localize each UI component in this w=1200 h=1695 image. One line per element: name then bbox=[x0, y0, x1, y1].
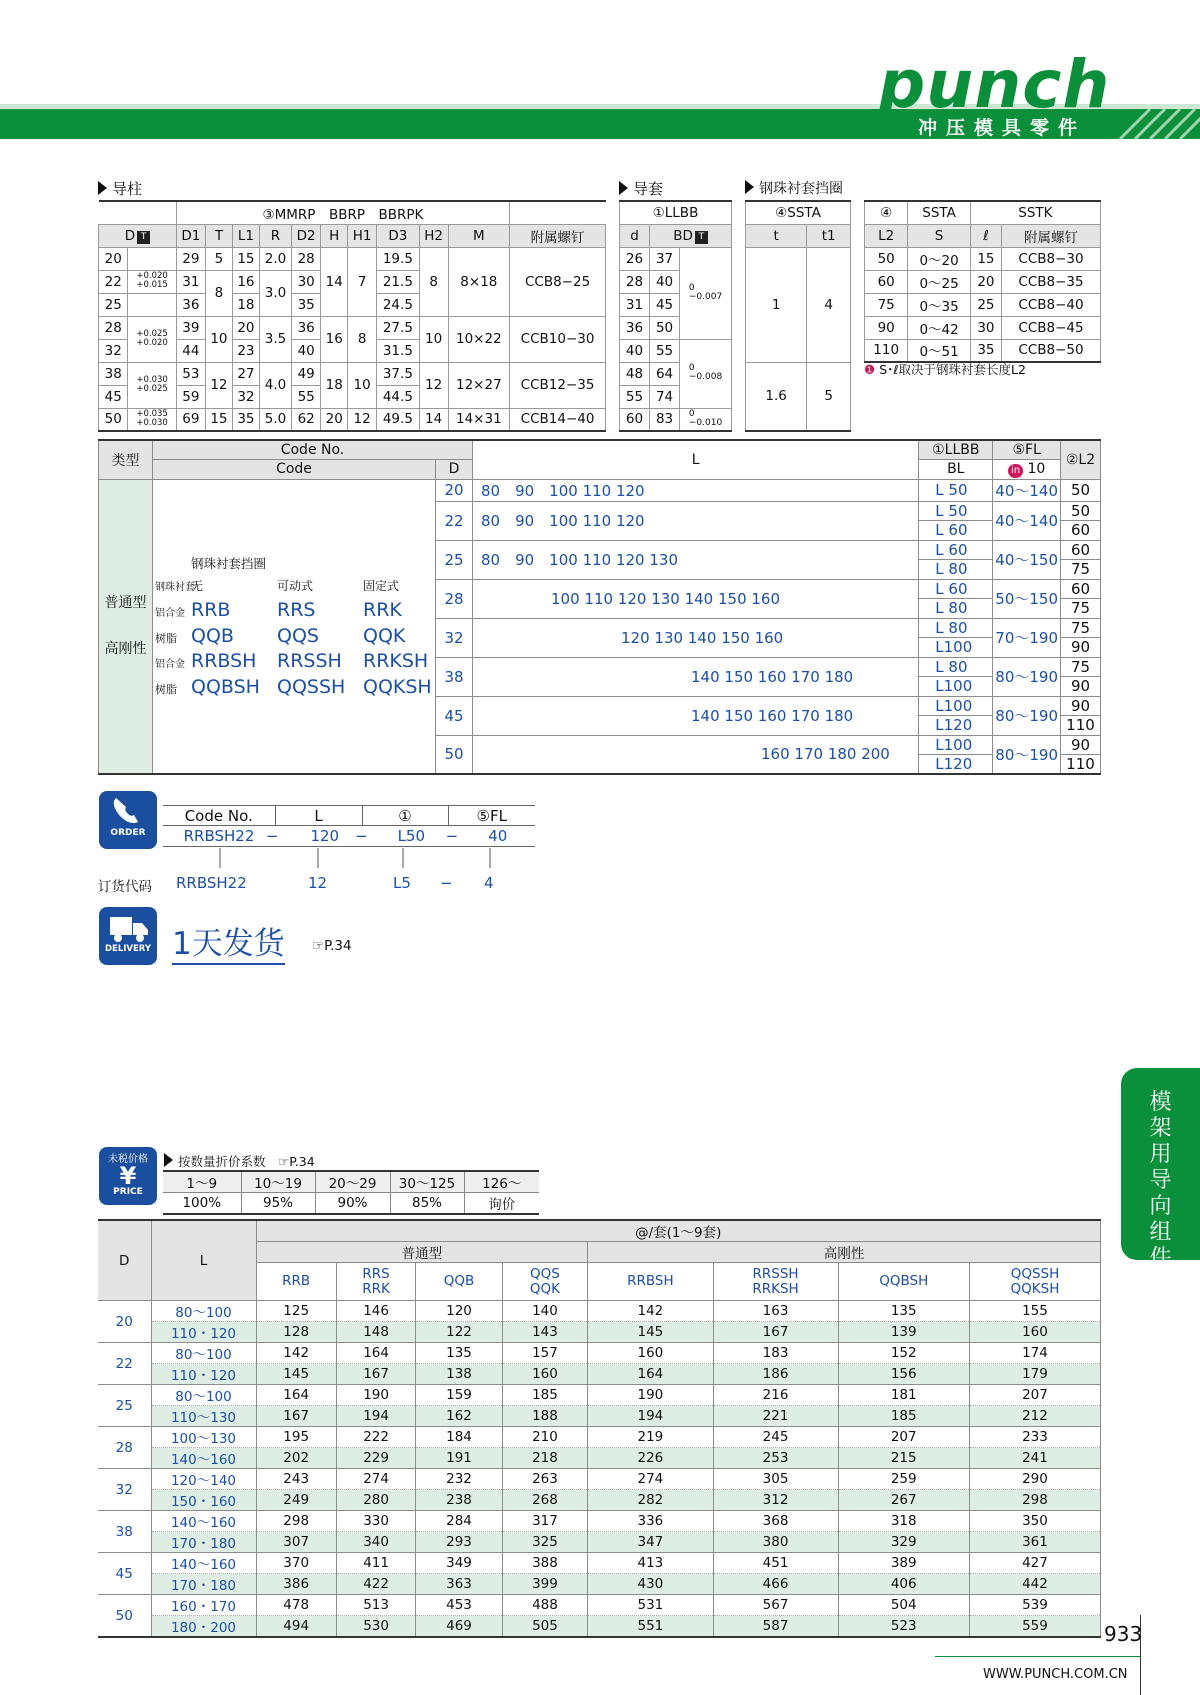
price-cell: 188 bbox=[502, 1406, 587, 1427]
price-cell: 184 bbox=[416, 1427, 502, 1448]
price-cell: 530 bbox=[336, 1616, 415, 1638]
price-col-header: QQS QQK bbox=[502, 1263, 587, 1301]
table-row bbox=[98, 1385, 1101, 1406]
price-d-cell: 50 bbox=[98, 1595, 151, 1638]
guide-bush-table: ①LLBB d BD T 26 37 0 −0.007 28 40 31 45 36 50 40 55 0 −0.008 48 64 55 74 60 83 0 −0.010 bbox=[619, 200, 732, 432]
table-row: 32 44 23 40 31.5 bbox=[99, 339, 606, 362]
table-row bbox=[98, 1490, 1101, 1511]
price-cell: 145 bbox=[256, 1364, 336, 1385]
price-cell: 190 bbox=[336, 1385, 415, 1406]
price-cell: 167 bbox=[713, 1322, 838, 1343]
table-row: 25 36 18 35 24.5 bbox=[99, 293, 606, 316]
price-cell: 159 bbox=[416, 1385, 502, 1406]
price-cell: 531 bbox=[588, 1595, 713, 1616]
col-BD: BD T bbox=[650, 224, 732, 247]
price-cell: 160 bbox=[502, 1364, 587, 1385]
table-row bbox=[98, 1322, 1101, 1343]
price-cell: 185 bbox=[838, 1406, 969, 1427]
price-cell: 156 bbox=[838, 1364, 969, 1385]
price-cell: 221 bbox=[713, 1406, 838, 1427]
col-D3: D3 bbox=[377, 224, 420, 247]
sstk-table: ④ SSTA SSTK L2 S ℓ 附属螺钉 50 0～20 15 CCB8−30 60 0～25 20 CCB8−35 75 0～35 25 CCB8−40 90 0～42 30 CCB8−45 110 0～51 35 CCB8−50 bbox=[864, 200, 1101, 363]
price-cell: 259 bbox=[838, 1469, 969, 1490]
price-cell: 120 bbox=[416, 1301, 502, 1322]
table-row: 50 +0.035 +0.030 69 15 35 5.0 62 20 12 49.5 14 14×31 CCB14−40 bbox=[99, 408, 606, 431]
price-cell: 155 bbox=[969, 1301, 1100, 1322]
table-row bbox=[98, 1343, 1101, 1364]
price-d-cell: 20 bbox=[98, 1301, 151, 1343]
price-cell: 146 bbox=[336, 1301, 415, 1322]
alert-icon: ❶ bbox=[864, 362, 876, 377]
page-number: 933 bbox=[1104, 1622, 1143, 1646]
price-cell: 370 bbox=[256, 1553, 336, 1574]
table-row bbox=[98, 1511, 1101, 1532]
side-category-tab[interactable]: 模架用导向组件 bbox=[1121, 1068, 1200, 1260]
price-cell: 349 bbox=[416, 1553, 502, 1574]
price-cell: 164 bbox=[256, 1385, 336, 1406]
price-cell: 186 bbox=[713, 1364, 838, 1385]
price-cell: 411 bbox=[336, 1553, 415, 1574]
col-H1: H1 bbox=[348, 224, 377, 247]
price-cell: 388 bbox=[502, 1553, 587, 1574]
price-cell: 539 bbox=[969, 1595, 1100, 1616]
discount-title: 按数量折价系数 ☞P.34 bbox=[164, 1152, 315, 1170]
discount-table: 1～9 10～19 20～29 30～125 126～ 100% 95% 90% 85% 询价 bbox=[163, 1170, 539, 1215]
price-cell: 216 bbox=[713, 1385, 838, 1406]
price-cell: 185 bbox=[502, 1385, 587, 1406]
price-cell: 298 bbox=[969, 1490, 1100, 1511]
price-cell: 427 bbox=[969, 1553, 1100, 1574]
price-cell: 312 bbox=[713, 1490, 838, 1511]
price-cell: 238 bbox=[416, 1490, 502, 1511]
price-col-header: QQBSH bbox=[838, 1263, 969, 1301]
col-D2: D2 bbox=[292, 224, 321, 247]
price-cell: 212 bbox=[969, 1406, 1100, 1427]
price-cell: 191 bbox=[416, 1448, 502, 1469]
price-cell: 183 bbox=[713, 1343, 838, 1364]
order-example-llbb: L5 bbox=[393, 874, 411, 892]
price-cell: 194 bbox=[588, 1406, 713, 1427]
price-cell: 293 bbox=[416, 1532, 502, 1553]
section-guide-post: 导柱 bbox=[98, 178, 142, 199]
price-cell: 194 bbox=[336, 1406, 415, 1427]
price-cell: 274 bbox=[588, 1469, 713, 1490]
price-cell: 233 bbox=[969, 1427, 1100, 1448]
table-row: 20 29 5 15 2.0 28 14 7 19.5 8 8×18 CCB8−25 bbox=[99, 247, 606, 270]
price-table: D L @/套(1～9套) 普通型 高刚性 RRB RRS RRK QQB QQS QQK RRBSH RRSSH RRKSH QQBSH QQSSH QQKSH 20 80～100 125 146 120 140 142 163 135 155 110・120 128 148 122 143 145 167 139 160 22 80～100 142 164 135 157 160 183 152 174 110・120 145 167 138 160 164 186 156 179 25 80～100 164 190 159 185 190 216 181 207 110～130 167 194 162 188 194 221 185 212 28 100～130 195 222 184 210 219 245 207 233 140～160 202 229 191 218 226 253 215 241 32 120～140 243 274 232 263 274 305 259 290 150・160 249 280 238 268 282 312 267 298 38 140～160 298 330 284 317 336 368 318 350 170・180 307 340 293 325 347 380 329 361 45 140～160 370 411 349 388 413 451 389 427 170・180 386 422 363 399 430 466 406 442 50 160・170 478 513 453 488 531 567 504 539 180・200 494 530 469 505 551 587 523 559 bbox=[98, 1219, 1101, 1638]
price-cell: 122 bbox=[416, 1322, 502, 1343]
price-cell: 368 bbox=[713, 1511, 838, 1532]
ssta-table: ④SSTA t t1 1 4 1.6 5 bbox=[745, 200, 851, 432]
table-row: 28 +0.025 +0.020 39 10 20 3.5 36 16 8 27.5 10 10×22 CCB10−30 bbox=[99, 316, 606, 339]
price-cell: 245 bbox=[713, 1427, 838, 1448]
price-d-cell: 25 bbox=[98, 1385, 151, 1427]
section-guide-bush: 导套 bbox=[619, 178, 663, 199]
price-cell: 241 bbox=[969, 1448, 1100, 1469]
table-row bbox=[98, 1301, 1101, 1322]
price-d-cell: 28 bbox=[98, 1427, 151, 1469]
price-cell: 174 bbox=[969, 1343, 1100, 1364]
price-cell: 210 bbox=[502, 1427, 587, 1448]
price-l-cell: 170・180 bbox=[151, 1574, 256, 1595]
price-cell: 469 bbox=[416, 1616, 502, 1638]
table-row bbox=[98, 1406, 1101, 1427]
price-cell: 504 bbox=[838, 1595, 969, 1616]
sstk-note: ❶ S･ℓ取决于钢珠衬套长度L2 bbox=[864, 362, 1026, 377]
table-row bbox=[98, 1616, 1101, 1638]
price-cell: 559 bbox=[969, 1616, 1100, 1638]
brand-logo: punch bbox=[878, 46, 1111, 123]
price-cell: 363 bbox=[416, 1574, 502, 1595]
table-row bbox=[98, 1532, 1101, 1553]
series-header: ③MMRP BBRP BBRPK bbox=[176, 201, 509, 224]
yen-icon: ¥ bbox=[119, 1162, 137, 1190]
price-cell: 347 bbox=[588, 1532, 713, 1553]
table-row bbox=[98, 1469, 1101, 1490]
price-cell: 567 bbox=[713, 1595, 838, 1616]
price-cell: 307 bbox=[256, 1532, 336, 1553]
price-cell: 253 bbox=[713, 1448, 838, 1469]
price-cell: 340 bbox=[336, 1532, 415, 1553]
price-l-cell: 120～140 bbox=[151, 1469, 256, 1490]
ssta-header: ④SSTA bbox=[746, 201, 851, 224]
price-cell: 167 bbox=[336, 1364, 415, 1385]
price-cell: 551 bbox=[588, 1616, 713, 1638]
price-l-cell: 140～160 bbox=[151, 1448, 256, 1469]
delivery-text: 1天发货 bbox=[172, 925, 285, 965]
table-row bbox=[98, 1574, 1101, 1595]
price-cell: 229 bbox=[336, 1448, 415, 1469]
price-cell: 488 bbox=[502, 1595, 587, 1616]
price-cell: 179 bbox=[969, 1364, 1100, 1385]
col-screw: 附属螺钉 bbox=[510, 224, 606, 247]
price-cell: 284 bbox=[416, 1511, 502, 1532]
price-cell: 587 bbox=[713, 1616, 838, 1638]
price-cell: 162 bbox=[416, 1406, 502, 1427]
price-cell: 505 bbox=[502, 1616, 587, 1638]
col-H: H bbox=[321, 224, 348, 247]
price-cell: 157 bbox=[502, 1343, 587, 1364]
price-l-cell: 80～100 bbox=[151, 1343, 256, 1364]
price-cell: 181 bbox=[838, 1385, 969, 1406]
price-l-cell: 170・180 bbox=[151, 1532, 256, 1553]
price-cell: 207 bbox=[838, 1427, 969, 1448]
price-cell: 140 bbox=[502, 1301, 587, 1322]
col-D1: D1 bbox=[176, 224, 205, 247]
price-cell: 232 bbox=[416, 1469, 502, 1490]
in-badge: in bbox=[1008, 464, 1023, 478]
col-R: R bbox=[259, 224, 291, 247]
price-cell: 305 bbox=[713, 1469, 838, 1490]
order-code-label: 订货代码 bbox=[98, 879, 152, 895]
price-cell: 138 bbox=[416, 1364, 502, 1385]
price-cell: 152 bbox=[838, 1343, 969, 1364]
price-cell: 148 bbox=[336, 1322, 415, 1343]
price-cell: 318 bbox=[838, 1511, 969, 1532]
tag-icon: T bbox=[695, 231, 708, 244]
price-cell: 350 bbox=[969, 1511, 1100, 1532]
price-cell: 143 bbox=[502, 1322, 587, 1343]
price-cell: 386 bbox=[256, 1574, 336, 1595]
price-col-header: QQSSH QQKSH bbox=[969, 1263, 1100, 1301]
price-l-cell: 80～100 bbox=[151, 1385, 256, 1406]
price-cell: 280 bbox=[336, 1490, 415, 1511]
price-cell: 466 bbox=[713, 1574, 838, 1595]
price-cell: 422 bbox=[336, 1574, 415, 1595]
price-cell: 325 bbox=[502, 1532, 587, 1553]
price-cell: 267 bbox=[838, 1490, 969, 1511]
price-cell: 413 bbox=[588, 1553, 713, 1574]
price-col-header: RRS RRK bbox=[336, 1263, 415, 1301]
price-col-header: RRSSH RRKSH bbox=[713, 1263, 838, 1301]
code-table: 类型 Code No. L ①LLBB ⑤FL ②L2 Code D BL in 10 普通型 高刚性 钢珠衬套挡圈 钢珠衬套无 可动式 固定式 铝合金 RRB RRS RRK 树脂 QQB QQS QQK 铝合金 RRBSH RRSSH RRKSH 树脂 QQBSH QQSSH QQKSH 20 80 90 100 110 120 L 50 40～140 50 22 80 90 100 110 120 L 50 40～140 50 L 60 60 25 80 90 100 110 120 130 L 60 40～150 60 L 80 75 28 100 110 120 130 140 150 160 L 60 50～150 60 L 80 75 32 120 130 140 150 160 L 80 70～190 75 L100 90 38 140 150 160 170 180 L 80 80～190 75 L100 90 45 140 150 160 170 180 L100 80～190 90 L120 110 50 160 170 180 200 L100 80～190 90 L120 110 bbox=[98, 439, 1101, 775]
price-cell: 513 bbox=[336, 1595, 415, 1616]
price-l-cell: 80～100 bbox=[151, 1301, 256, 1322]
price-cell: 442 bbox=[969, 1574, 1100, 1595]
price-cell: 195 bbox=[256, 1427, 336, 1448]
price-cell: 128 bbox=[256, 1322, 336, 1343]
bush-header: ①LLBB bbox=[620, 201, 732, 224]
price-col-header: QQB bbox=[416, 1263, 502, 1301]
price-cell: 207 bbox=[969, 1385, 1100, 1406]
price-cell: 268 bbox=[502, 1490, 587, 1511]
order-example-l: 12 bbox=[308, 874, 328, 892]
price-cell: 317 bbox=[502, 1511, 587, 1532]
price-cell: 202 bbox=[256, 1448, 336, 1469]
order-table: Code No. L ① ⑤FL RRBSH22 − 120 − L50 − 40 bbox=[163, 805, 535, 847]
price-cell: 478 bbox=[256, 1595, 336, 1616]
price-cell: 330 bbox=[336, 1511, 415, 1532]
price-cell: 135 bbox=[416, 1343, 502, 1364]
table-row: 22 +0.020 +0.015 31 8 16 3.0 30 21.5 bbox=[99, 270, 606, 293]
price-cell: 215 bbox=[838, 1448, 969, 1469]
price-l-cell: 100～130 bbox=[151, 1427, 256, 1448]
price-cell: 399 bbox=[502, 1574, 587, 1595]
price-l-cell: 160・170 bbox=[151, 1595, 256, 1616]
price-cell: 167 bbox=[256, 1406, 336, 1427]
price-l-cell: 140～160 bbox=[151, 1553, 256, 1574]
footer-url[interactable]: WWW.PUNCH.COM.CN bbox=[983, 1667, 1128, 1682]
delivery-ref-link[interactable]: ☞P.34 bbox=[312, 938, 352, 954]
section-retainer: 钢珠衬套挡圈 bbox=[745, 178, 843, 198]
price-cell: 453 bbox=[416, 1595, 502, 1616]
brand-subtitle: 冲压模具零件 bbox=[918, 117, 1087, 139]
price-cell: 218 bbox=[502, 1448, 587, 1469]
price-l-cell: 110・120 bbox=[151, 1322, 256, 1343]
price-l-cell: 110～130 bbox=[151, 1406, 256, 1427]
price-cell: 160 bbox=[969, 1322, 1100, 1343]
phone-icon bbox=[108, 794, 148, 828]
price-cell: 336 bbox=[588, 1511, 713, 1532]
col-L1: L1 bbox=[232, 224, 259, 247]
price-cell: 135 bbox=[838, 1301, 969, 1322]
footer-line bbox=[935, 1656, 1140, 1657]
price-cell: 226 bbox=[588, 1448, 713, 1469]
price-cell: 222 bbox=[336, 1427, 415, 1448]
price-cell: 142 bbox=[256, 1343, 336, 1364]
price-cell: 125 bbox=[256, 1301, 336, 1322]
price-col-header: RRB bbox=[256, 1263, 336, 1301]
price-cell: 406 bbox=[838, 1574, 969, 1595]
price-cell: 139 bbox=[838, 1322, 969, 1343]
price-cell: 219 bbox=[588, 1427, 713, 1448]
order-leader-lines bbox=[200, 848, 500, 870]
price-d-cell: 22 bbox=[98, 1343, 151, 1385]
price-cell: 430 bbox=[588, 1574, 713, 1595]
price-cell: 282 bbox=[588, 1490, 713, 1511]
price-d-cell: 38 bbox=[98, 1511, 151, 1553]
col-d: d bbox=[620, 224, 650, 247]
price-cell: 243 bbox=[256, 1469, 336, 1490]
price-cell: 329 bbox=[838, 1532, 969, 1553]
price-cell: 523 bbox=[838, 1616, 969, 1638]
price-cell: 451 bbox=[713, 1553, 838, 1574]
price-cell: 290 bbox=[969, 1469, 1100, 1490]
discount-ref-link[interactable]: ☞P.34 bbox=[278, 1154, 315, 1169]
delivery-badge: DELIVERY bbox=[99, 907, 157, 965]
type-cell: 普通型 高刚性 bbox=[99, 479, 153, 774]
price-l-cell: 110・120 bbox=[151, 1364, 256, 1385]
price-col-header: RRBSH bbox=[588, 1263, 713, 1301]
table-row bbox=[98, 1595, 1101, 1616]
price-cell: 494 bbox=[256, 1616, 336, 1638]
table-row: 45 59 32 55 44.5 bbox=[99, 385, 606, 408]
price-cell: 249 bbox=[256, 1490, 336, 1511]
table-row bbox=[98, 1364, 1101, 1385]
order-example-dash: − bbox=[440, 874, 453, 892]
table-row bbox=[98, 1448, 1101, 1469]
col-M: M bbox=[448, 224, 510, 247]
price-cell: 361 bbox=[969, 1532, 1100, 1553]
price-d-cell: 45 bbox=[98, 1553, 151, 1595]
price-cell: 380 bbox=[713, 1532, 838, 1553]
table-row bbox=[98, 1427, 1101, 1448]
price-cell: 389 bbox=[838, 1553, 969, 1574]
col-H2: H2 bbox=[419, 224, 448, 247]
price-cell: 298 bbox=[256, 1511, 336, 1532]
price-cell: 164 bbox=[588, 1364, 713, 1385]
price-l-cell: 140～160 bbox=[151, 1511, 256, 1532]
price-cell: 190 bbox=[588, 1385, 713, 1406]
price-cell: 263 bbox=[502, 1469, 587, 1490]
table-row bbox=[98, 1553, 1101, 1574]
order-example-code: RRBSH22 bbox=[176, 874, 247, 892]
price-cell: 164 bbox=[336, 1343, 415, 1364]
price-l-cell: 180・200 bbox=[151, 1616, 256, 1638]
order-badge: ORDER bbox=[99, 791, 157, 849]
price-badge: 未税价格 ¥ PRICE bbox=[99, 1147, 157, 1205]
price-cell: 274 bbox=[336, 1469, 415, 1490]
col-D: D T bbox=[99, 224, 177, 247]
price-cell: 145 bbox=[588, 1322, 713, 1343]
price-d-cell: 32 bbox=[98, 1469, 151, 1511]
price-cell: 160 bbox=[588, 1343, 713, 1364]
guide-post-table bbox=[98, 200, 606, 432]
price-l-cell: 150・160 bbox=[151, 1490, 256, 1511]
tag-icon: T bbox=[137, 231, 150, 244]
price-cell: 163 bbox=[713, 1301, 838, 1322]
price-cell: 142 bbox=[588, 1301, 713, 1322]
col-T: T bbox=[205, 224, 232, 247]
code-grid: 钢珠衬套挡圈 钢珠衬套无 可动式 固定式 铝合金 RRB RRS RRK 树脂 QQB QQS QQK 铝合金 RRBSH RRSSH RRKSH 树脂 QQBSH QQSSH QQKSH bbox=[153, 479, 436, 774]
truck-icon bbox=[106, 911, 150, 945]
table-row: 38 +0.030 +0.025 53 12 27 4.0 49 18 10 37.5 12 12×27 CCB12−35 bbox=[99, 362, 606, 385]
order-example-fl: 4 bbox=[484, 874, 494, 892]
